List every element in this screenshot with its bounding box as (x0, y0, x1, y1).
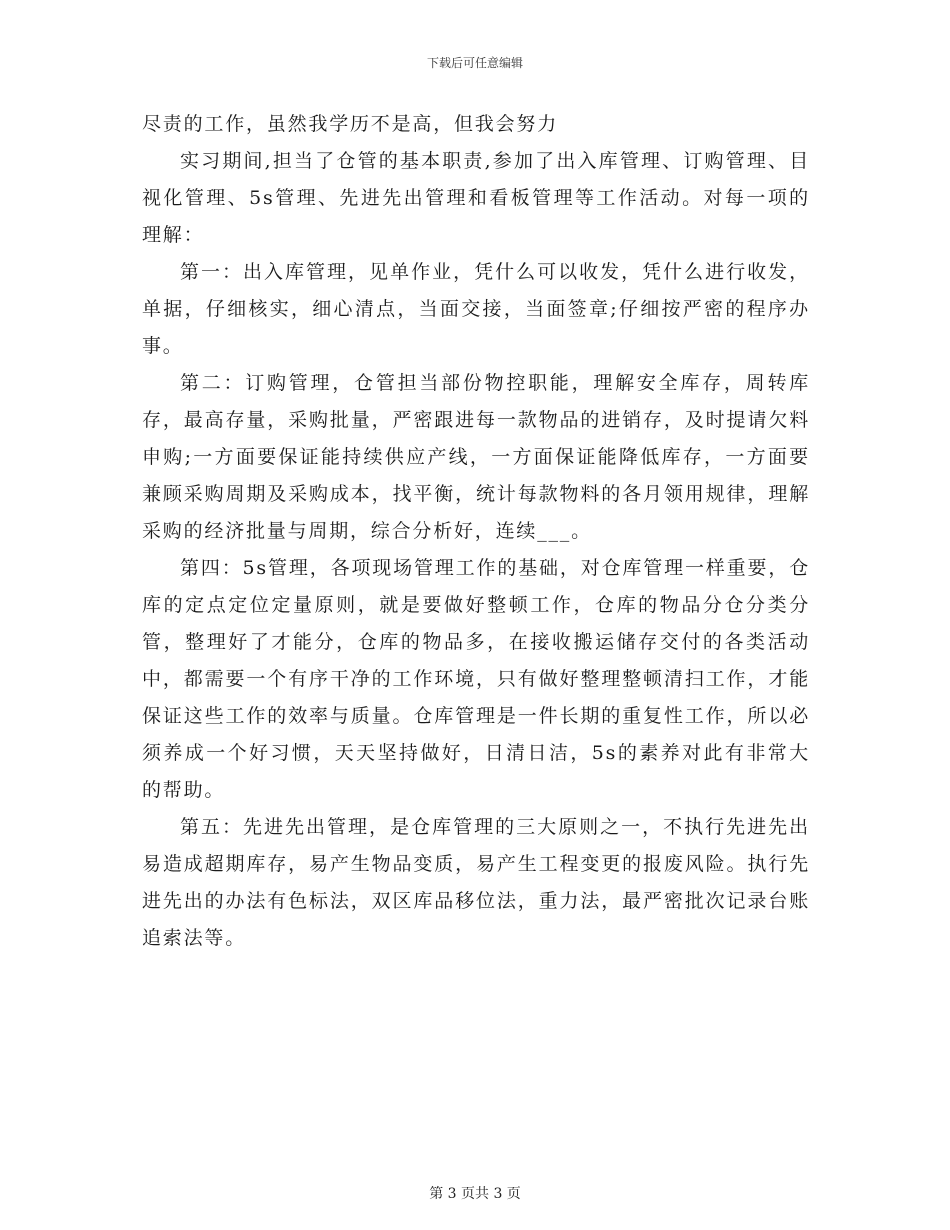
page-number: 第 3 页共 3 页 (429, 1186, 521, 1202)
paragraph-second: 第二：订购管理，仓管担当部份物控职能，理解安全库存，周转库存，最高存量，采购批量，严密跟进每一款物品的进销存，及时提请欠料申购;一方面要保证能持续供应产线，一方面保证能降低库存，一方面要兼顾采购周期及采购成本，找平衡，统计每款物料的各月领用规律，理解采购的经济批量与周期，综合分析好，连续___。 (142, 372, 810, 542)
paragraph-first: 第一：出入库管理，见单作业，凭什么可以收发，凭什么进行收发，单据，仔细核实，细心清点，当面交接，当面签章;仔细按严密的程序办事。 (142, 261, 810, 357)
paragraph-intro: 实习期间,担当了仓管的基本职责,参加了出入库管理、订购管理、目视化管理、5s管理、先进先出管理和看板管理等工作活动。对每一项的理解： (142, 150, 810, 246)
paragraph-fifth: 第五：先进先出管理，是仓库管理的三大原则之一，不执行先进先出易造成超期库存，易产生物品变质，易产生工程变更的报废风险。执行先进先出的办法有色标法，双区库品移位法，重力法，最严密批次记录台账追索法等。 (142, 816, 810, 949)
page-header-note: 下载后可任意编辑 (426, 56, 523, 70)
document-body (142, 106, 810, 957)
paragraph-continuation: 尽责的工作，虽然我学历不是高，但我会努力 (142, 113, 559, 135)
paragraph-fourth: 第四：5s管理，各项现场管理工作的基础，对仓库管理一样重要，仓库的定点定位定量原则，就是要做好整顿工作，仓库的物品分仓分类分管，整理好了才能分，仓库的物品多，在接收搬运储存交付的各类活动中，都需要一个有序干净的工作环境，只有做好整理整顿清扫工作，才能保证这些工作的效率与质量。仓库管理是一件长期的重复性工作，所以必须养成一个好习惯，天天坚持做好，日清日洁，5s的素养对此有非常大的帮助。 (142, 557, 810, 801)
